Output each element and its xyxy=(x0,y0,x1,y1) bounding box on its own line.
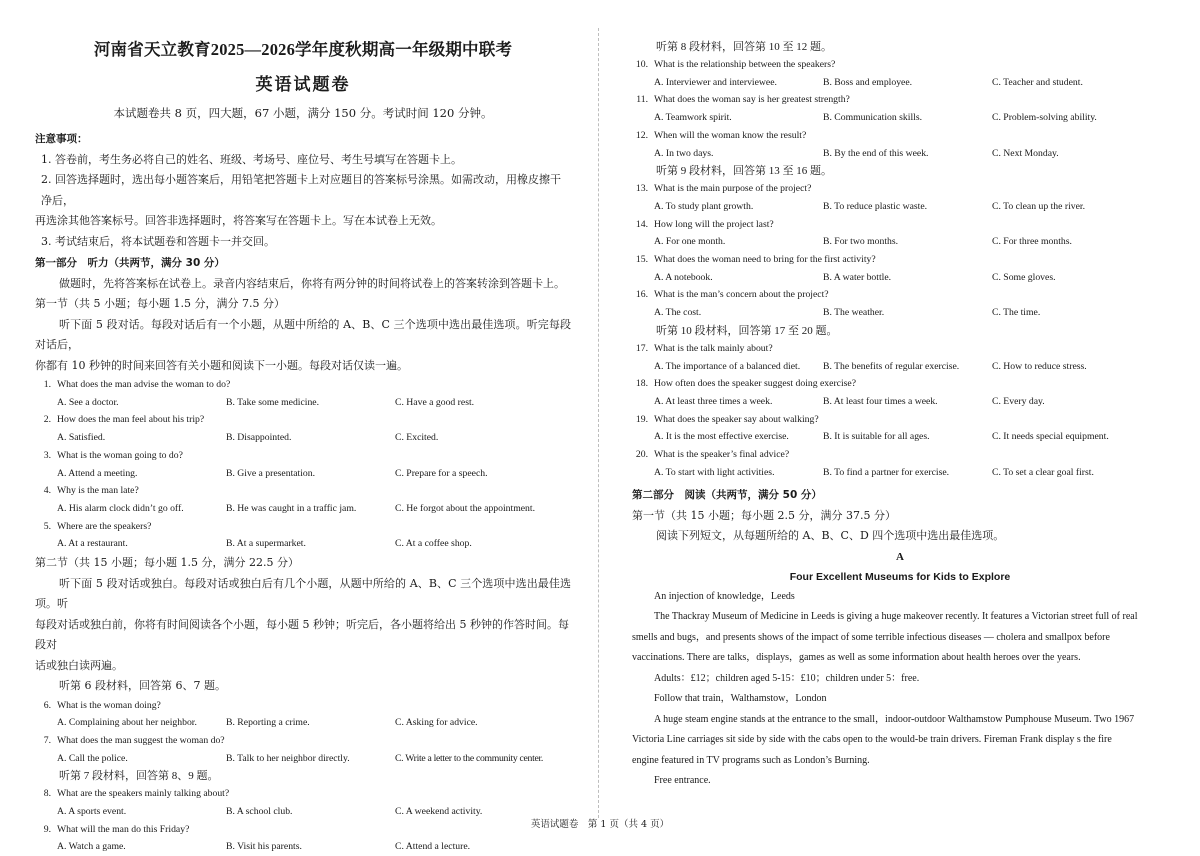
section1-directions: 你都有 10 秒钟的时间来回答有关小题和阅读下一小题。每段对话仅读一遍。 xyxy=(35,358,408,372)
note-item: 2. 回答选择题时，选出每小题答案后，用铅笔把答题卡上对应题目的答案标号涂黑。如需改动，用橡皮擦干净后， xyxy=(41,173,561,207)
option-b: B. Visit his parents. xyxy=(226,841,302,853)
question-number: 14. xyxy=(635,218,648,230)
question-number: 12. xyxy=(635,129,648,141)
option-a: A. Watch a game. xyxy=(57,841,126,853)
question-1 xyxy=(35,376,571,411)
passage-label: A xyxy=(896,550,904,563)
page-footer: 英语试题卷 第 1 页（共 4 页） xyxy=(530,819,670,830)
passage-line: Free entrance. xyxy=(654,775,711,787)
option-c: C. Prepare for a speech. xyxy=(395,467,488,479)
question-stem: Why is the man late? xyxy=(57,485,139,497)
part2-heading: 第二部分 阅读（共两节，满分 50 分） xyxy=(632,489,822,502)
question-stem: What does the man suggest the woman do? xyxy=(57,734,225,746)
question-19 xyxy=(632,411,1168,446)
material-heading: 听第 7 段材料，回答第 8、9 题。 xyxy=(59,770,219,783)
passage-line: The Thackray Museum of Medicine in Leeds is giving a huge makeover recently. It features a Victorian street full of real xyxy=(654,611,1138,623)
section2-block xyxy=(35,553,571,697)
question-number: 4. xyxy=(43,485,51,497)
question-block xyxy=(35,376,571,553)
passage-line: An injection of knowledge，Leeds xyxy=(654,590,795,602)
question-20 xyxy=(632,446,1168,481)
question-16 xyxy=(632,286,1168,321)
option-a: A. See a doctor. xyxy=(57,396,119,408)
part1-block xyxy=(35,253,571,376)
option-c: C. Teacher and student. xyxy=(992,76,1083,88)
option-c: C. Write a letter to the community center. xyxy=(395,752,543,764)
question-stem: What is the woman doing? xyxy=(57,699,161,711)
option-b: B. Take some medicine. xyxy=(226,396,320,408)
question-number: 3. xyxy=(43,449,51,461)
option-b: B. Communication skills. xyxy=(823,112,923,124)
question-7 xyxy=(35,732,571,767)
paper-title: 英语试题卷 xyxy=(255,75,351,95)
passage-line: smells and bugs，and presents shows of the impact of some terrible infectious diseases — cholera and smallpox before xyxy=(632,631,1110,643)
question-number: 10. xyxy=(635,59,648,70)
part2-directions: 阅读下列短文，从每题所给的 A、B、C、D 四个选项中选出最佳选项。 xyxy=(656,529,1005,543)
note-item: 再选涂其他答案标号。回答非选择题时，将答案写在答题卡上。写在本试卷上无效。 xyxy=(35,214,442,227)
option-c: C. It needs special equipment. xyxy=(992,431,1109,443)
question-stem: What is the man’s concern about the project? xyxy=(654,289,829,301)
question-stem: What is the talk mainly about? xyxy=(654,342,773,354)
option-a: A. For one month. xyxy=(654,236,726,248)
question-stem: When will the woman know the result? xyxy=(654,129,807,141)
question-stem: How often does the speaker suggest doing exercise? xyxy=(654,378,857,390)
option-c: C. For three months. xyxy=(992,236,1072,248)
passage-line: engine featured in TV programs such as London’s Burning. xyxy=(632,754,870,766)
option-c: C. The time. xyxy=(992,307,1041,319)
option-a: A. In two days. xyxy=(654,147,714,159)
option-b: B. At a supermarket. xyxy=(226,538,306,550)
option-b: B. A water bottle. xyxy=(823,271,892,283)
option-c: C. Attend a lecture. xyxy=(395,841,471,853)
question-number: 2. xyxy=(43,414,51,426)
question-4 xyxy=(35,482,571,517)
question-stem: How does the man feel about his trip? xyxy=(57,414,205,426)
question-number: 17. xyxy=(635,342,648,354)
part2-block xyxy=(632,485,1168,547)
question-10 xyxy=(632,56,1168,91)
question-number: 15. xyxy=(635,254,648,266)
question-number: 8. xyxy=(43,788,51,800)
question-number: 6. xyxy=(43,699,51,711)
option-a: A. At least three times a week. xyxy=(654,395,773,407)
question-stem: What does the woman say is her greatest strength? xyxy=(654,94,850,106)
option-c: C. A weekend activity. xyxy=(395,806,483,818)
option-c: C. Next Monday. xyxy=(992,147,1059,159)
passage-line: Adults：£12；children aged 5-15：£10；children under 5：free. xyxy=(654,672,920,684)
question-stem: What is the woman going to do? xyxy=(57,449,183,461)
question-stem: Where are the speakers? xyxy=(57,520,152,532)
option-b: B. For two months. xyxy=(823,236,899,248)
passage-line: A huge steam engine stands at the entrance to the small，indoor-outdoor Walthamstow Pumphouse Museum. Two 1967 xyxy=(654,713,1135,725)
option-a: A. The importance of a balanced diet. xyxy=(654,360,801,372)
option-c: C. At a coffee shop. xyxy=(395,538,472,550)
section2-directions: 听下面 5 段对话或独白。每段对话或独白后有几个小题，从题中所给的 A、B、C 三个选项中选出最佳选项。听 xyxy=(35,576,571,611)
option-a: A. A notebook. xyxy=(654,271,713,283)
passage-line: vaccinations. There are talks，displays，games as well as some information about health heroes over the years. xyxy=(632,652,1081,664)
question-14 xyxy=(632,216,1168,251)
question-stem: What is the speaker’s final advice? xyxy=(654,449,790,461)
option-c: C. He forgot about the appointment. xyxy=(395,502,535,514)
passage-text xyxy=(632,587,1168,792)
column-divider xyxy=(598,28,599,818)
material-heading: 听第 9 段材料，回答第 13 至 16 题。 xyxy=(656,165,832,178)
question-15 xyxy=(632,251,1168,286)
notes-heading: 注意事项： xyxy=(35,133,88,145)
option-b: B. Boss and employee. xyxy=(823,76,913,88)
option-c: C. Every day. xyxy=(992,395,1045,407)
option-a: A. To start with light activities. xyxy=(654,466,775,478)
question-number: 13. xyxy=(635,183,648,195)
notes-block xyxy=(35,129,571,252)
question-block xyxy=(632,38,1168,481)
section2-directions: 每段对话或独白前，你将有时间阅读各个小题，每小题 5 秒钟；听完后，各小题将给出 5 秒钟的作答时间。每段对 xyxy=(35,617,569,652)
question-3 xyxy=(35,447,571,482)
question-stem: What are the speakers mainly talking about? xyxy=(57,788,230,800)
option-a: A. Attend a meeting. xyxy=(57,467,138,479)
material-heading: 听第 8 段材料，回答第 10 至 12 题。 xyxy=(656,41,832,53)
passage-title: Four Excellent Museums for Kids to Explore xyxy=(789,570,1011,583)
option-a: A. His alarm clock didn’t go off. xyxy=(57,502,184,514)
note-item: 1. 答卷前，考生务必将自己的姓名、班级、考场号、座位号、考生号填写在答题卡上。 xyxy=(41,152,462,166)
question-stem: What does the woman need to bring for the first activity? xyxy=(654,254,876,266)
question-2 xyxy=(35,411,571,446)
option-b: B. To find a partner for exercise. xyxy=(823,466,950,478)
question-13 xyxy=(632,180,1168,215)
section1-heading: 第一节（共 5 小题；每小题 1.5 分，满分 7.5 分） xyxy=(35,297,285,310)
passage-line: Victoria Line carriages sit side by side with the cabs open to the would-be train drivers. Fireman Frank display s the fire xyxy=(632,734,1112,746)
option-c: C. To clean up the river. xyxy=(992,200,1086,212)
option-c: C. How to reduce stress. xyxy=(992,360,1087,372)
question-number: 16. xyxy=(635,289,648,301)
note-item: 3. 考试结束后，将本试题卷和答题卡一并交回。 xyxy=(41,234,275,248)
option-a: A. A sports event. xyxy=(57,806,127,818)
question-stem: What does the man advise the woman to do? xyxy=(57,379,231,390)
option-a: A. At a restaurant. xyxy=(57,538,128,550)
option-b: B. By the end of this week. xyxy=(823,147,929,159)
exam-title: 河南省天立教育2025—2026学年度秋期高一年级期中联考 xyxy=(93,40,513,59)
section1-directions: 听下面 5 段对话。每段对话后有一个小题，从题中所给的 A、B、C 三个选项中选出最佳选项。听完每段对话后， xyxy=(35,317,571,351)
option-b: B. Give a presentation. xyxy=(226,467,316,479)
option-a: A. The cost. xyxy=(654,307,702,319)
question-18 xyxy=(632,375,1168,410)
question-number: 5. xyxy=(43,520,51,532)
option-b: B. Talk to her neighbor directly. xyxy=(226,752,350,764)
option-a: A. Interviewer and interviewee. xyxy=(654,76,777,88)
part1-intro: 做题时，先将答案标在试卷上。录音内容结束后，你将有两分钟的时间将试卷上的答案转涂到答题卡上。 xyxy=(59,276,565,290)
question-stem: What is the relationship between the speakers? xyxy=(654,59,836,70)
question-number: 7. xyxy=(43,734,51,746)
question-number: 19. xyxy=(635,413,648,425)
option-a: A. Teamwork spirit. xyxy=(654,112,732,124)
part2-section1-heading: 第一节（共 15 小题；每小题 2.5 分，满分 37.5 分） xyxy=(632,508,896,522)
question-12 xyxy=(632,127,1168,162)
option-c: C. Some gloves. xyxy=(992,271,1056,283)
question-11 xyxy=(632,91,1168,126)
material-heading: 听第 6 段材料，回答第 6、7 题。 xyxy=(59,679,226,693)
option-c: C. Problem-solving ability. xyxy=(992,112,1097,124)
paper-info: 本试题卷共 8 页，四大题，67 小题，满分 150 分。考试时间 120 分钟。 xyxy=(113,106,493,120)
option-b: B. The benefits of regular exercise. xyxy=(823,360,960,372)
option-b: B. The weather. xyxy=(823,307,885,319)
option-a: A. To study plant growth. xyxy=(654,200,754,212)
section2-heading: 第二节（共 15 小题；每小题 1.5 分，满分 22.5 分） xyxy=(35,556,299,570)
option-c: C. To set a clear goal first. xyxy=(992,466,1094,478)
option-c: C. Asking for advice. xyxy=(395,717,478,729)
question-6 xyxy=(35,697,571,732)
option-c: C. Excited. xyxy=(395,432,439,444)
question-number: 11. xyxy=(636,94,648,106)
option-b: B. A school club. xyxy=(226,806,293,818)
question-number: 20. xyxy=(635,449,648,461)
question-block xyxy=(35,697,571,856)
question-5 xyxy=(35,518,571,553)
option-c: C. Have a good rest. xyxy=(395,396,475,408)
question-number: 1. xyxy=(43,379,51,390)
passage-line: Follow that train，Walthamstow，London xyxy=(654,693,827,705)
option-a: A. Satisfied. xyxy=(57,432,106,444)
option-a: A. Complaining about her neighbor. xyxy=(57,717,197,729)
option-b: B. He was caught in a traffic jam. xyxy=(226,502,357,514)
option-b: B. At least four times a week. xyxy=(823,395,938,407)
option-b: B. It is suitable for all ages. xyxy=(823,431,930,443)
option-b: B. Reporting a crime. xyxy=(226,717,310,729)
left-column xyxy=(35,36,571,856)
option-a: A. Call the police. xyxy=(57,752,128,764)
question-stem: How long will the project last? xyxy=(654,218,774,230)
question-stem: What will the man do this Friday? xyxy=(57,823,190,835)
right-column xyxy=(632,38,1168,792)
question-stem: What does the speaker say about walking? xyxy=(654,413,819,425)
part1-heading: 第一部分 听力（共两节，满分 30 分） xyxy=(35,257,225,269)
question-17 xyxy=(632,340,1168,375)
question-number: 18. xyxy=(635,378,648,390)
question-number: 9. xyxy=(43,823,51,835)
option-b: B. To reduce plastic waste. xyxy=(823,200,928,212)
material-heading: 听第 10 段材料，回答第 17 至 20 题。 xyxy=(656,324,838,337)
section2-directions: 话或独白读两遍。 xyxy=(35,658,123,672)
question-stem: What is the main purpose of the project? xyxy=(654,183,812,195)
option-a: A. It is the most effective exercise. xyxy=(654,431,789,443)
option-b: B. Disappointed. xyxy=(226,432,292,444)
